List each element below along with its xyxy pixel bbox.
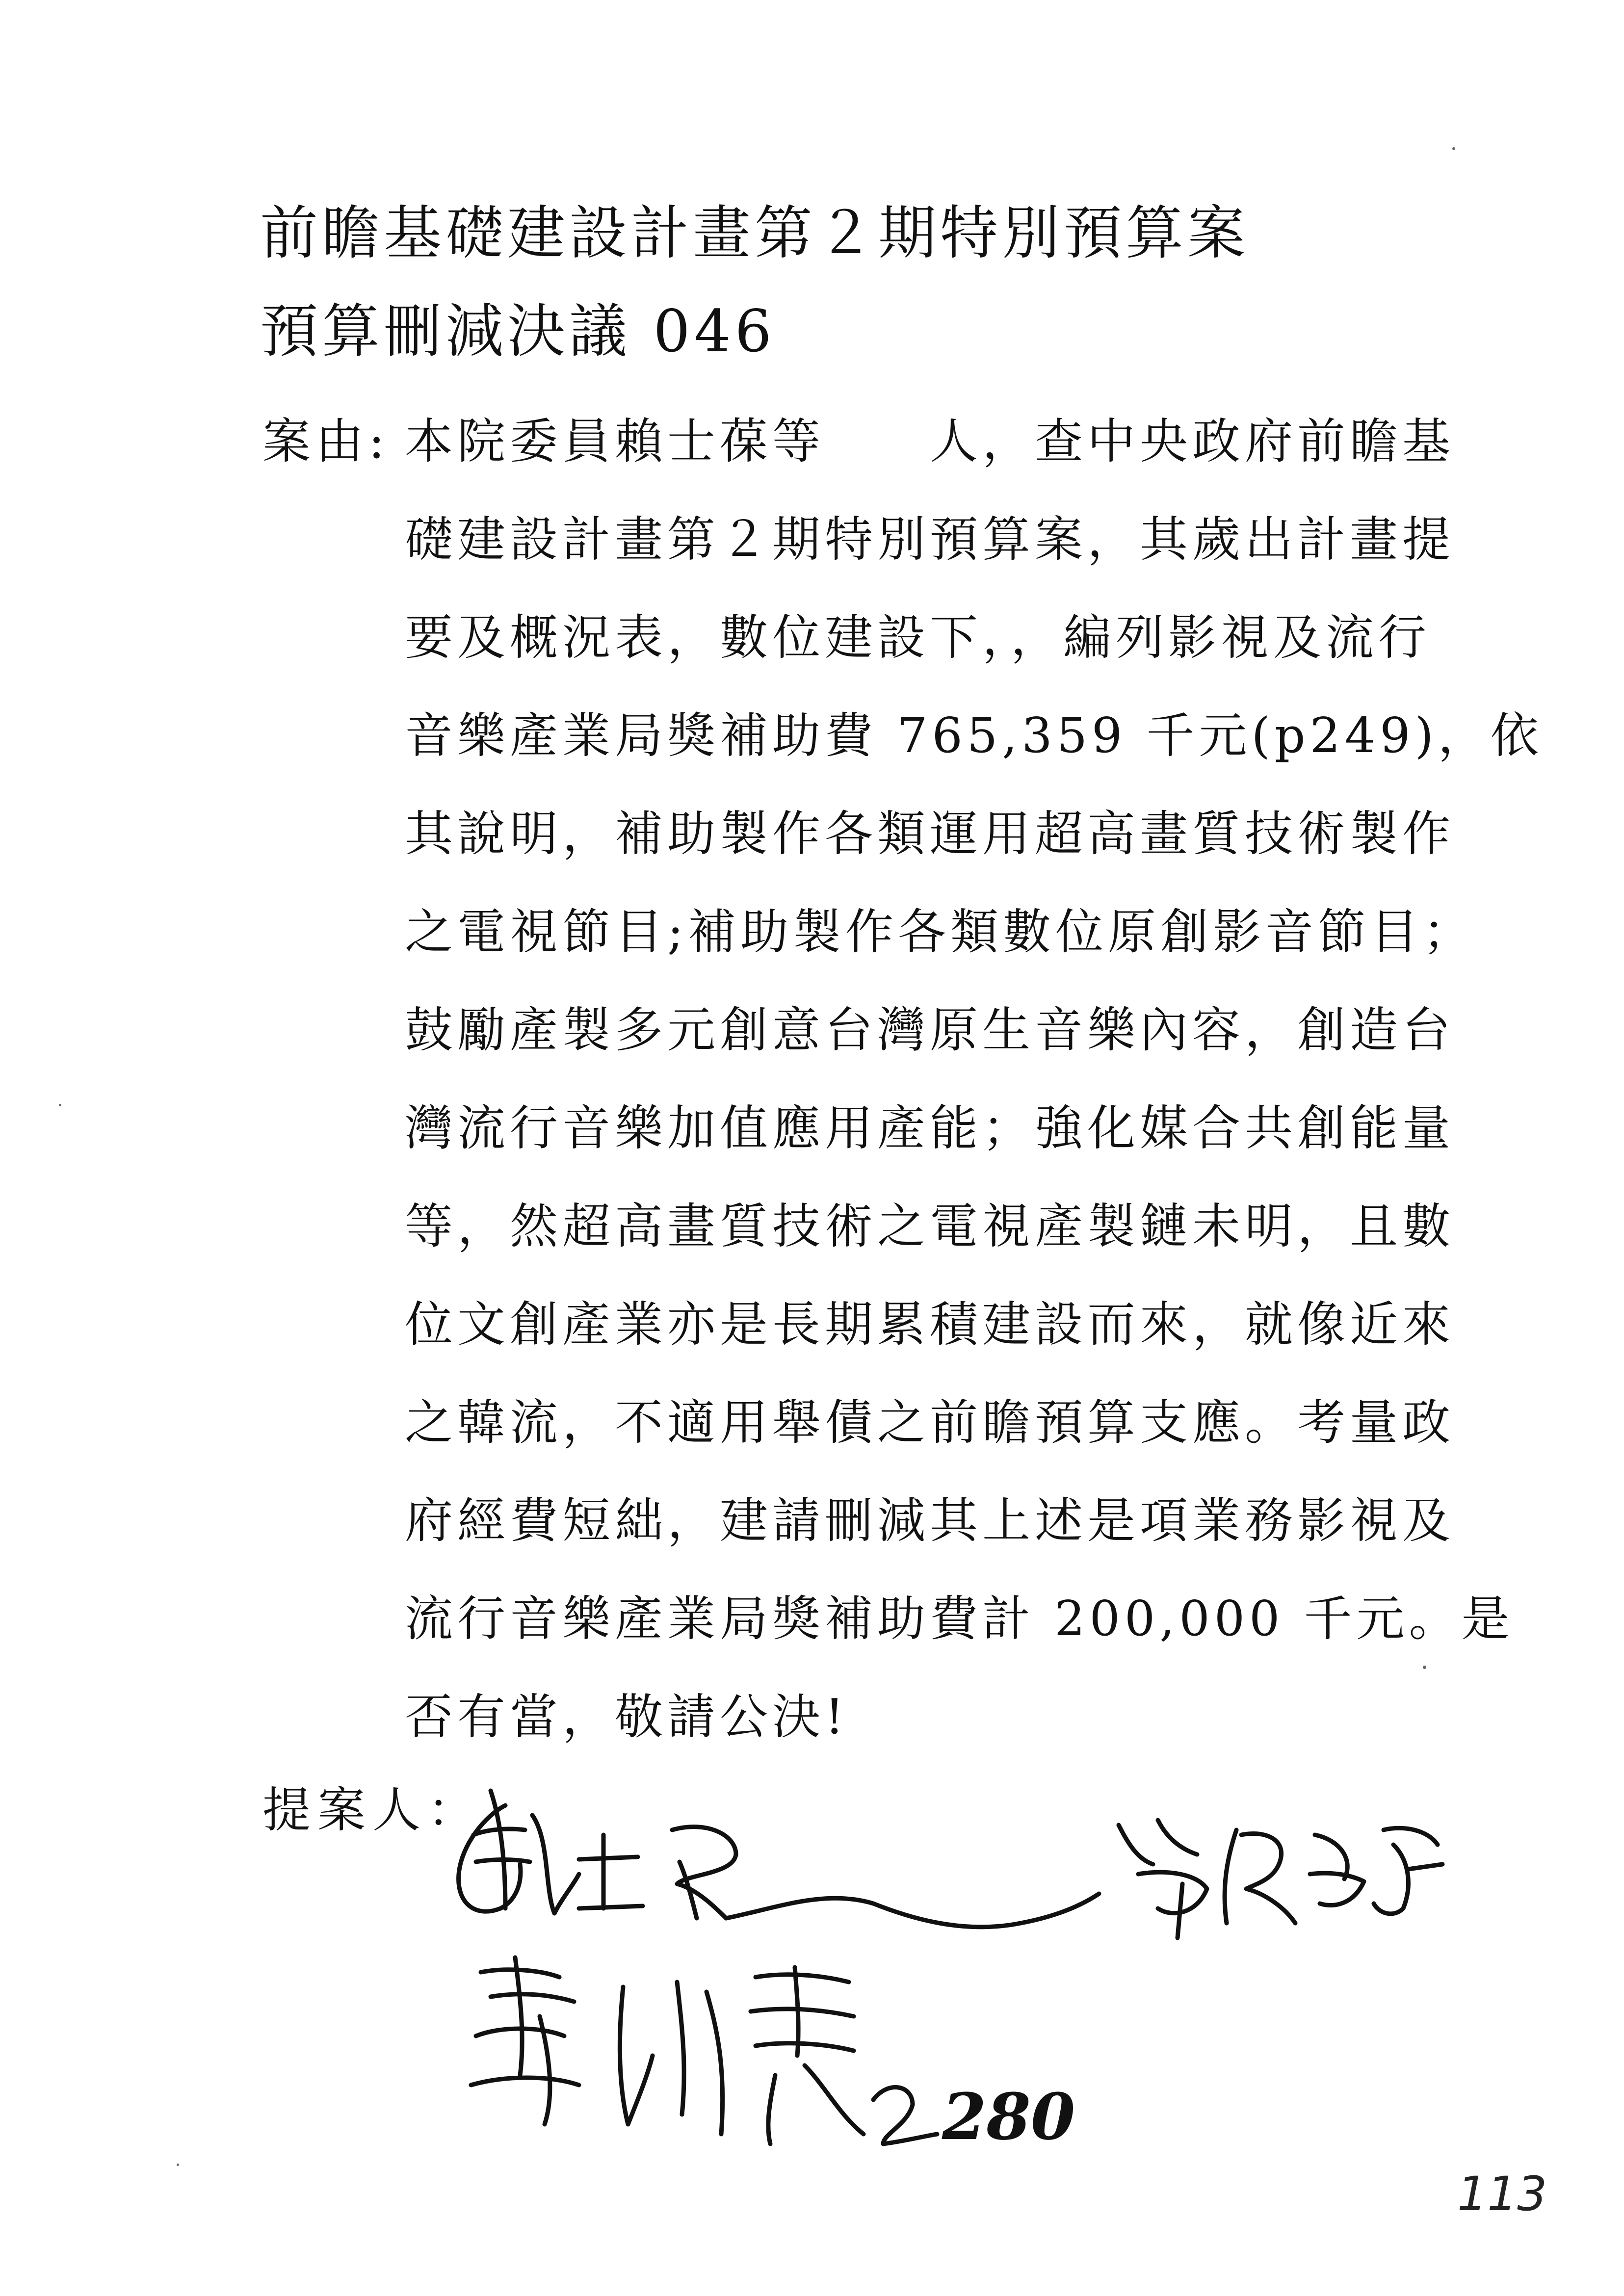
case-line-9: 等，然超高畫質技術之電視產製鏈未明，且數 [405,1199,1455,1254]
case-line-5: 其說明，補助製作各類運用超高畫質技術製作 [405,806,1455,862]
case-line-3: 要及概況表，數位建設下，，編列影視及流行 [405,610,1431,666]
scan-speck [177,2164,179,2166]
case-label: 案由: [262,414,390,470]
case-line-14: 否有當，敬請公決! [405,1689,849,1745]
handwritten-signatures [432,1761,1462,2178]
case-line-4: 音樂產業局獎補助費 765,359 千元(p249)，依 [405,708,1543,764]
document-title-line1: 前瞻基礎建設計畫第２期特別預算案 [260,199,1250,267]
case-line-2: 礎建設計畫第２期特別預算案，其歲出計畫提 [405,512,1455,568]
signature-number: 280 [942,2079,1075,2154]
case-line-12: 府經費短絀，建請刪減其上述是項業務影視及 [405,1493,1455,1549]
scan-speck [1452,147,1455,150]
proposer-label: 提案人： [262,1782,483,1838]
case-line-10: 位文創產業亦是長期累積建設而來，就像近來 [405,1297,1455,1353]
case-line-7: 鼓勵產製多元創意台灣原生音樂內容，創造台 [405,1002,1455,1058]
case-line-13: 流行音樂產業局獎補助費計 200,000 千元。是 [405,1591,1514,1647]
document-title-line2: 預算刪減決議 046 [260,297,776,365]
scan-speck [1423,1666,1426,1669]
page-number-text: 113 [1457,2166,1547,2221]
case-line-11: 之韓流，不適用舉債之前瞻預算支應。考量政 [405,1395,1455,1451]
scan-speck [59,1104,61,1106]
case-line-6: 之電視節目;補助製作各類數位原創影音節目； [405,904,1476,960]
case-line-1: 本院委員賴士葆等 人，查中央政府前瞻基 [405,414,1455,470]
page-number [1452,2159,1547,2227]
case-line-8: 灣流行音樂加值應用產能；強化媒合共創能量 [405,1100,1455,1156]
